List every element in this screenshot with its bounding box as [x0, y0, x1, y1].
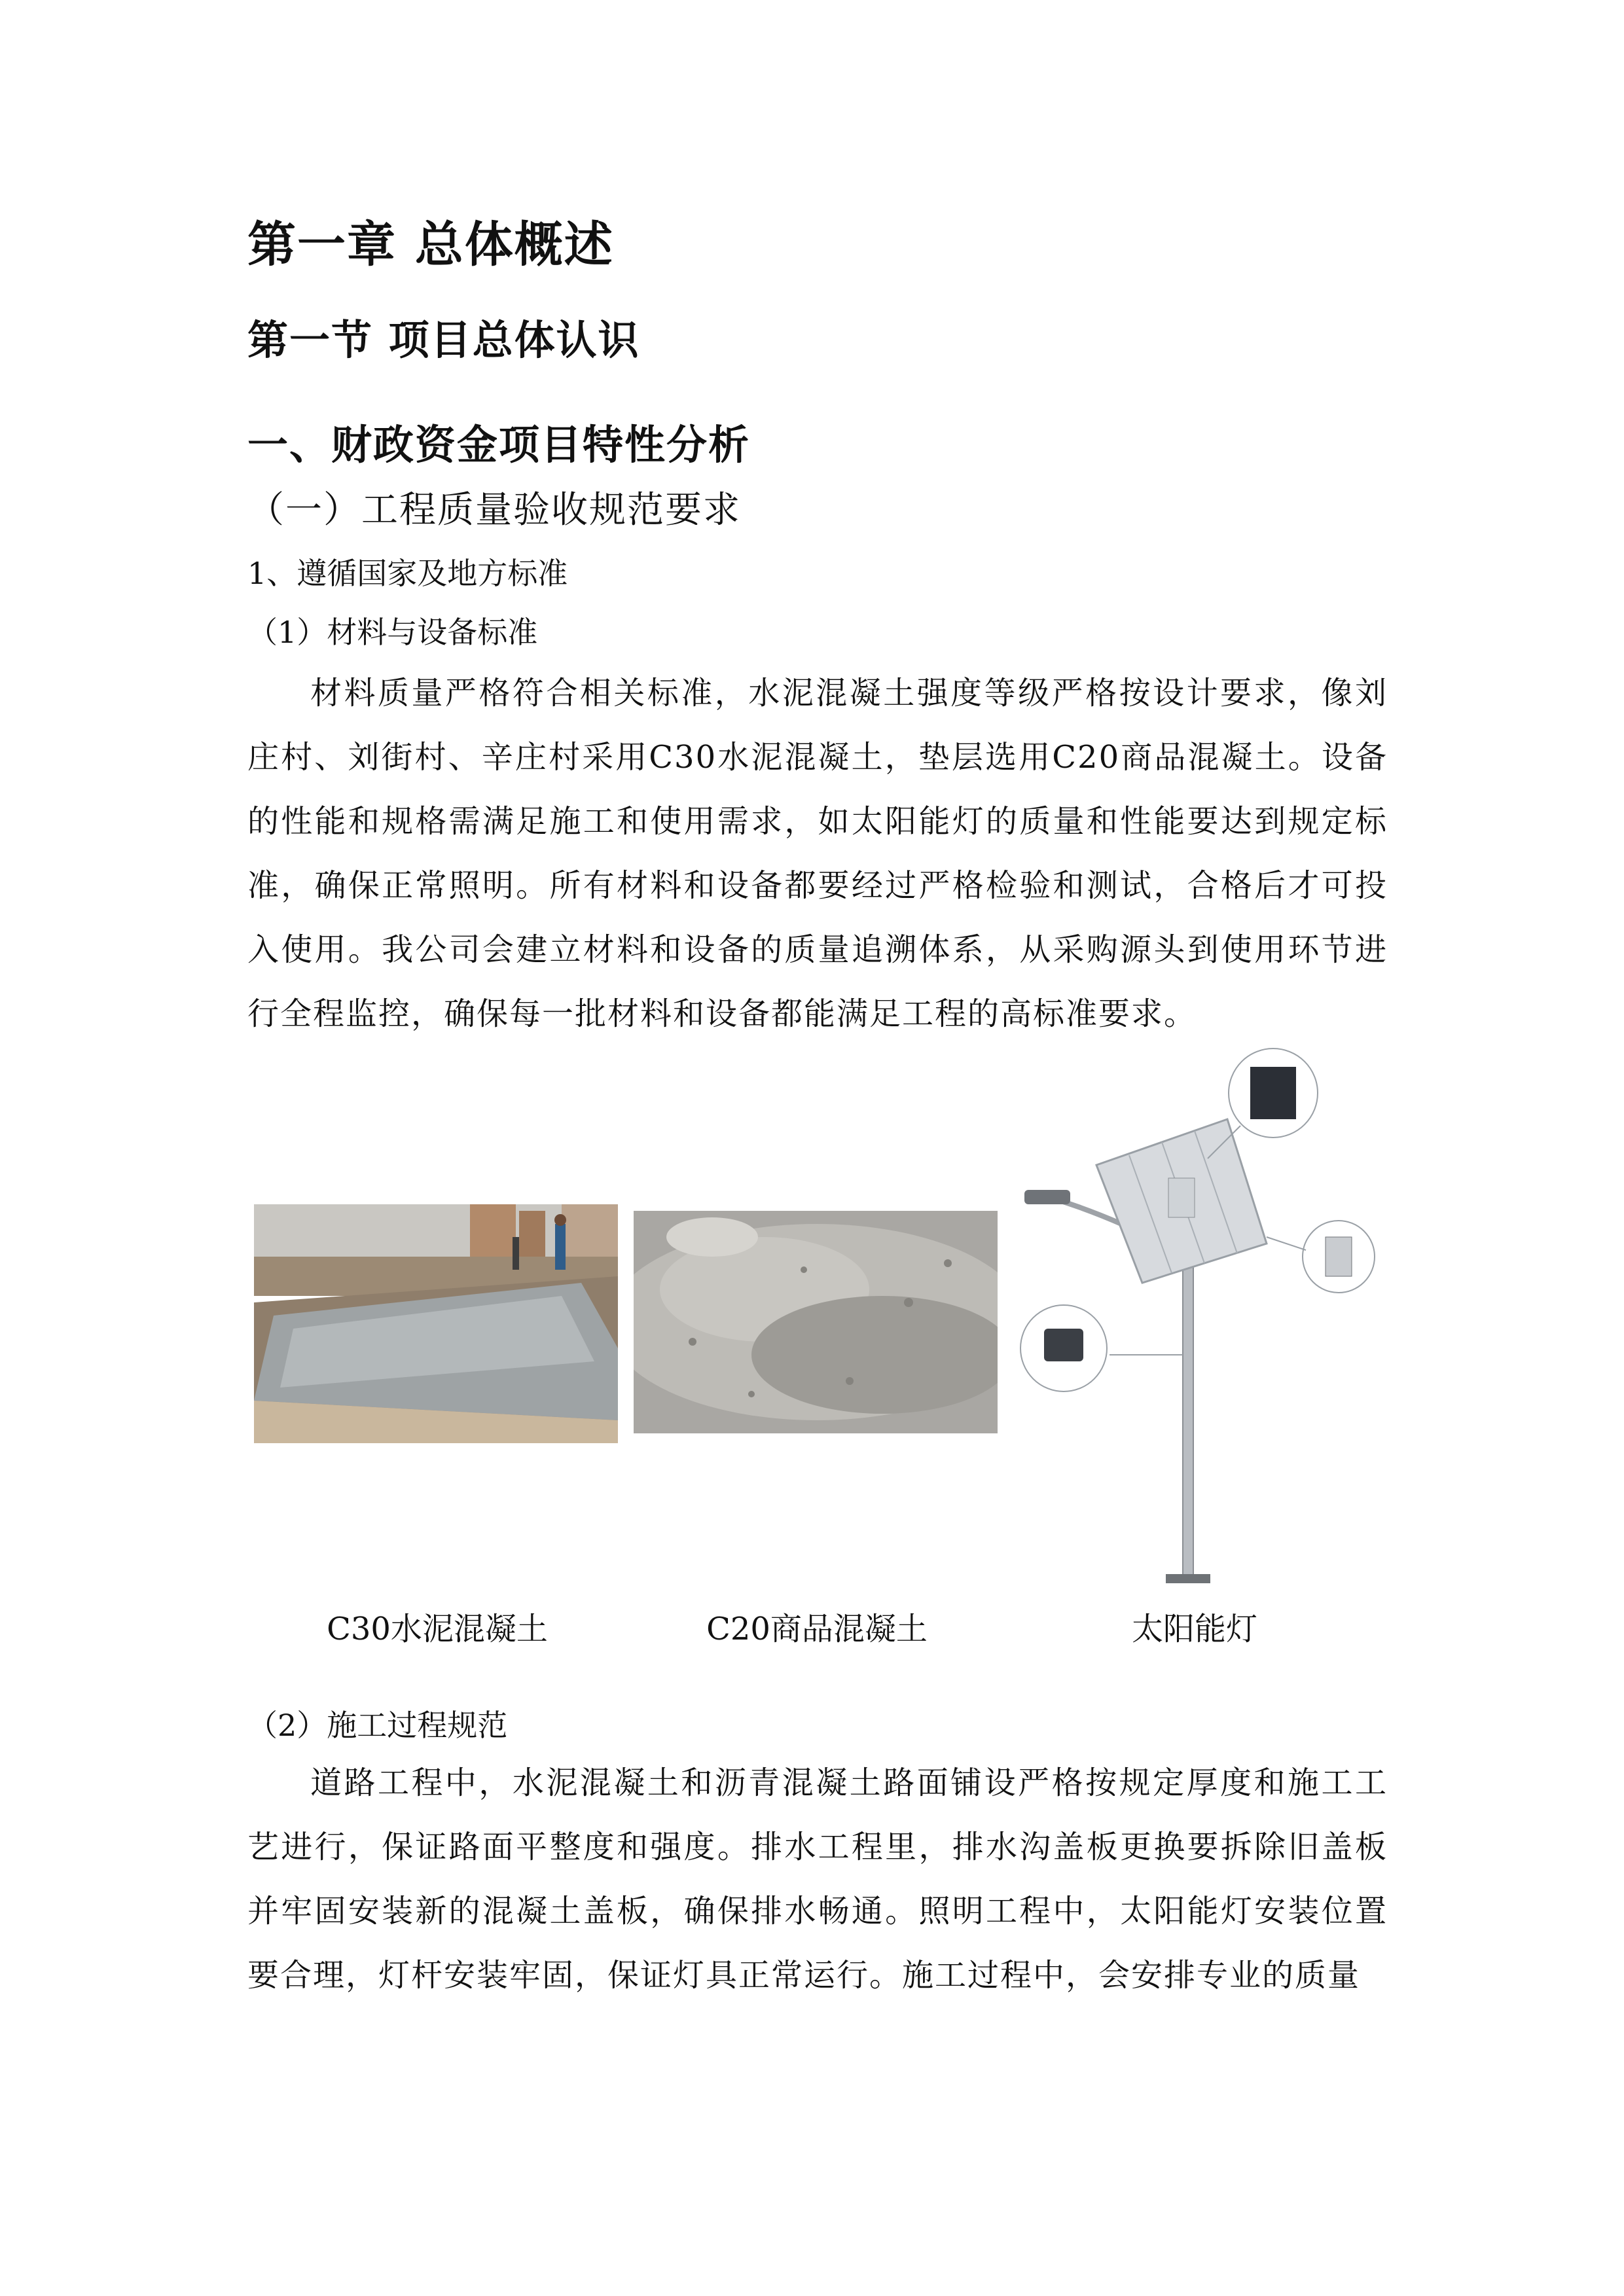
paren-heading: （一）工程质量验收规范要求 [247, 489, 741, 531]
item-heading-1: （1）材料与设备标准 [247, 615, 538, 650]
caption-c30: C30水泥混凝土 [327, 1611, 548, 1647]
photo-c20-concrete-mix [634, 1211, 998, 1433]
chapter-title: 第一章 总体概述 [247, 217, 614, 273]
caption-solar-light: 太阳能灯 [1131, 1611, 1257, 1647]
photo-c30-concrete-road [254, 1204, 618, 1443]
paragraph-materials: 材料质量严格符合相关标准，水泥混凝土强度等级严格按设计要求，像刘庄村、刘街村、辛庄村采用C30水泥混凝土，垫层选用C20商品混凝土。设备的性能和规格需满足施工和使用需求，如太阳能灯的质量和性能要达到规定标准，确保正常照明。所有材料和设备都要经过严格检验和测试，合格后才可投入使用。我公司会建立材料和设备的质量追溯体系，从采购源头到使用环节进行全程监控，确保每一批材料和设备都能满足工程的高标准要求。 [247, 675, 1388, 1032]
section-title: 第一节 项目总体认识 [247, 316, 640, 364]
caption-c20: C20商品混凝土 [706, 1611, 928, 1647]
numbered-heading: 1、遵循国家及地方标准 [247, 556, 568, 591]
item-heading-2: （2）施工过程规范 [247, 1708, 508, 1743]
photo-solar-street-light [1011, 1047, 1378, 1590]
paragraph-construction: 道路工程中，水泥混凝土和沥青混凝土路面铺设严格按规定厚度和施工工艺进行，保证路面平整度和强度。排水工程里，排水沟盖板更换要拆除旧盖板并牢固安装新的混凝土盖板，确保排水畅通。照明工程中，太阳能灯安装位置要合理，灯杆安装牢固，保证灯具正常运行。施工过程中，会安排专业的质量 [247, 1765, 1388, 1994]
subsection-title: 一、财政资金项目特性分析 [247, 421, 751, 469]
